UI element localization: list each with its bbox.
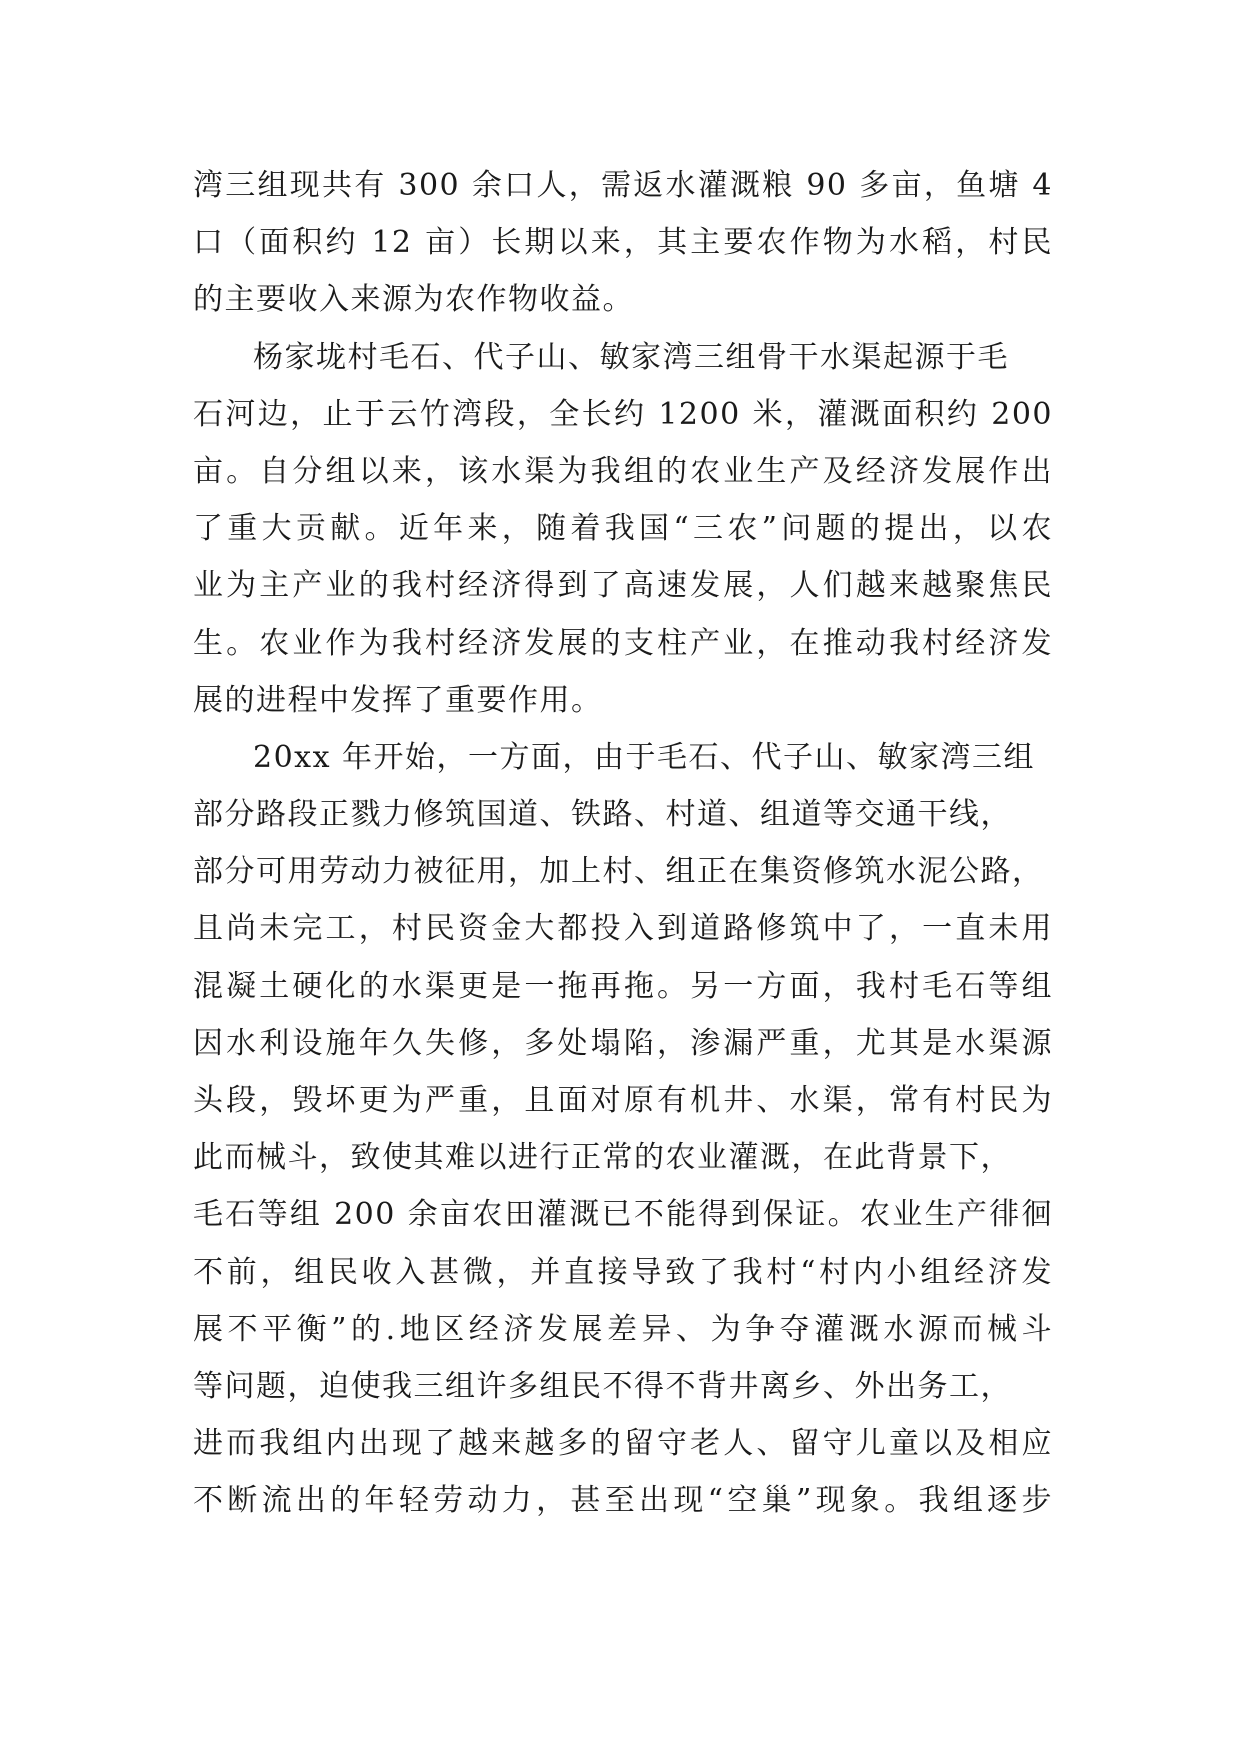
text-line: 生。农业作为我村经济发展的支柱产业，在推动我村经济发 bbox=[193, 625, 1053, 661]
text-line: 亩。自分组以来，该水渠为我组的农业生产及经济发展作出 bbox=[193, 453, 1053, 489]
text-line: 因水利设施年久失修，多处塌陷，渗漏严重，尤其是水渠源 bbox=[193, 1025, 1053, 1061]
text-line: 毛石等组 200 余亩农田灌溉已不能得到保证。农业生产徘徊 bbox=[193, 1197, 1053, 1233]
text-line: 不断流出的年轻劳动力，甚至出现“空巢”现象。我组逐步 bbox=[193, 1483, 1053, 1519]
text-line: 口（面积约 12 亩）长期以来，其主要农作物为水稻，村民 bbox=[193, 225, 1053, 261]
text-line: 展不平衡”的.地区经济发展差异、为争夺灌溉水源而械斗 bbox=[193, 1311, 1053, 1347]
text-line: 且尚未完工，村民资金大都投入到道路修筑中了，一直未用 bbox=[193, 911, 1053, 947]
document-body bbox=[193, 157, 1053, 1530]
text-line: 混凝土硬化的水渠更是一拖再拖。另一方面，我村毛石等组 bbox=[193, 968, 1053, 1004]
paragraph-first-line: 20xx 年开始，一方面，由于毛石、代子山、敏家湾三组 bbox=[253, 739, 1036, 775]
paragraph-first-line: 杨家垅村毛石、代子山、敏家湾三组骨干水渠起源于毛 bbox=[253, 339, 1009, 375]
text-line: 不前，组民收入甚微，并直接导致了我村“村内小组经济发 bbox=[193, 1254, 1053, 1290]
text-line: 业为主产业的我村经济得到了高速发展，人们越来越聚焦民 bbox=[193, 568, 1053, 604]
text-line: 湾三组现共有 300 余口人，需返水灌溉粮 90 多亩，鱼塘 4 bbox=[193, 168, 1053, 203]
text-line: 进而我组内出现了越来越多的留守老人、留守儿童以及相应 bbox=[193, 1426, 1053, 1462]
text-line: 等问题，迫使我三组许多组民不得不背井离乡、外出务工， bbox=[193, 1368, 1012, 1404]
text-line: 石河边，止于云竹湾段，全长约 1200 米，灌溉面积约 200 bbox=[193, 396, 1053, 432]
text-line: 的主要收入来源为农作物收益。 bbox=[193, 282, 634, 318]
text-line: 部分可用劳动力被征用，加上村、组正在集资修筑水泥公路， bbox=[193, 854, 1044, 890]
text-line: 头段，毁坏更为严重，且面对原有机井、水渠，常有村民为 bbox=[193, 1083, 1053, 1118]
text-line: 展的进程中发挥了重要作用。 bbox=[193, 682, 603, 718]
text-line: 此而械斗，致使其难以进行正常的农业灌溉，在此背景下， bbox=[193, 1140, 1012, 1176]
text-line: 了重大贡献。近年来，随着我国“三农”问题的提出，以农 bbox=[193, 511, 1053, 547]
text-line: 部分路段正戮力修筑国道、铁路、村道、组道等交通干线， bbox=[193, 797, 1012, 833]
